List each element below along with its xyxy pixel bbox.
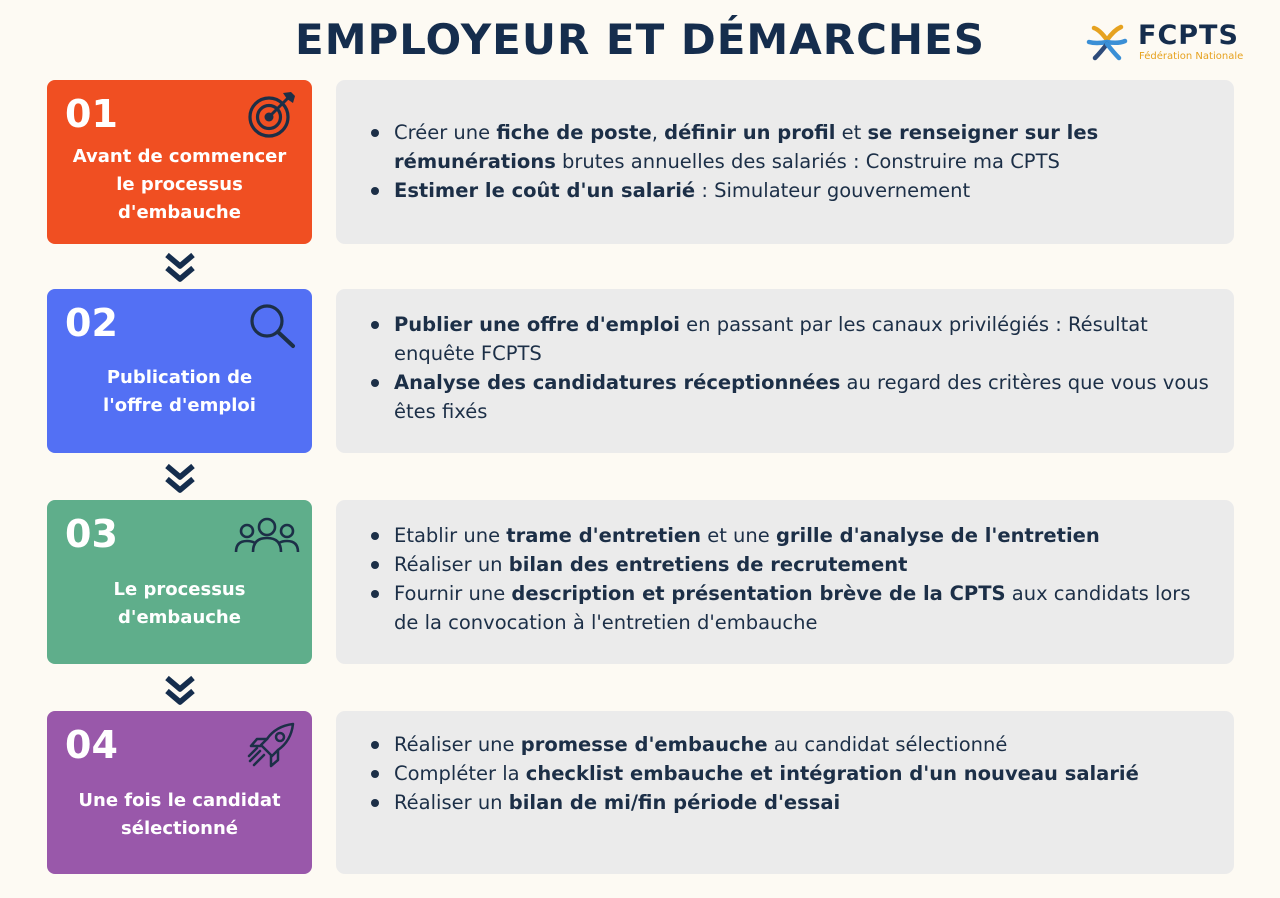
step-4-bullets xyxy=(370,730,1210,817)
logo-name: FCPTS xyxy=(1138,20,1239,51)
step-3-bullets xyxy=(370,521,1210,637)
step-2-content xyxy=(336,289,1234,453)
rocket-icon xyxy=(246,721,298,771)
step-4-number: 04 xyxy=(65,723,118,767)
chevron-down-icon xyxy=(163,673,197,707)
bullet-item: Fournir une description et présentation brève de la CPTS aux candidats lors de la convocation à l'entretien d'embauche xyxy=(370,579,1210,637)
people-icon xyxy=(234,510,300,560)
step-4-card xyxy=(47,711,312,874)
step-3-content xyxy=(336,500,1234,664)
page-title: EMPLOYEUR ET DÉMARCHES xyxy=(295,15,985,64)
search-icon xyxy=(246,299,298,349)
bullet-item: Etablir une trame d'entretien et une grille d'analyse de l'entretien xyxy=(370,521,1210,550)
step-1-label: Avant de commencer le processus d'embauche xyxy=(72,146,287,223)
bullet-item: Estimer le coût d'un salarié : Simulateur gouvernement xyxy=(370,176,1210,205)
bullet-item: Réaliser un bilan de mi/fin période d'essai xyxy=(370,788,1210,817)
bullet-item: Analyse des candidatures réceptionnées au regard des critères que vous vous êtes fixés xyxy=(370,368,1210,426)
step-3-card xyxy=(47,500,312,664)
step-4 xyxy=(47,711,1234,874)
star-logo-icon xyxy=(1086,22,1128,62)
step-1-number: 01 xyxy=(65,92,118,136)
step-1-bullets xyxy=(370,118,1210,205)
bullet-item: Créer une fiche de poste, définir un profil et se renseigner sur les rémunérations brutes annuelles des salariés : Construire ma CPTS xyxy=(370,118,1210,176)
chevron-down-icon xyxy=(163,250,197,284)
step-2-card xyxy=(47,289,312,453)
target-icon xyxy=(246,90,298,140)
step-2-label: Publication de l'offre d'emploi xyxy=(103,367,256,416)
step-2-bullets xyxy=(370,310,1210,426)
step-1 xyxy=(47,80,1234,244)
step-1-card xyxy=(47,80,312,244)
bullet-item: Réaliser un bilan des entretiens de recrutement xyxy=(370,550,1210,579)
step-2 xyxy=(47,289,1234,453)
step-4-content xyxy=(336,711,1234,874)
bullet-item: Publier une offre d'emploi en passant par les canaux privilégiés : Résultat enquête FCPTS xyxy=(370,310,1210,368)
step-4-label: Une fois le candidat sélectionné xyxy=(78,790,281,839)
fcpts-logo xyxy=(1086,20,1256,64)
step-2-number: 02 xyxy=(65,301,118,345)
bullet-item: Réaliser une promesse d'embauche au candidat sélectionné xyxy=(370,730,1210,759)
step-1-content xyxy=(336,80,1234,244)
logo-subtitle: Fédération Nationale xyxy=(1139,51,1244,62)
bullet-item: Compléter la checklist embauche et intégration d'un nouveau salarié xyxy=(370,759,1210,788)
step-3-number: 03 xyxy=(65,512,118,556)
chevron-down-icon xyxy=(163,461,197,495)
step-3 xyxy=(47,500,1234,664)
step-3-label: Le processus d'embauche xyxy=(113,579,246,628)
